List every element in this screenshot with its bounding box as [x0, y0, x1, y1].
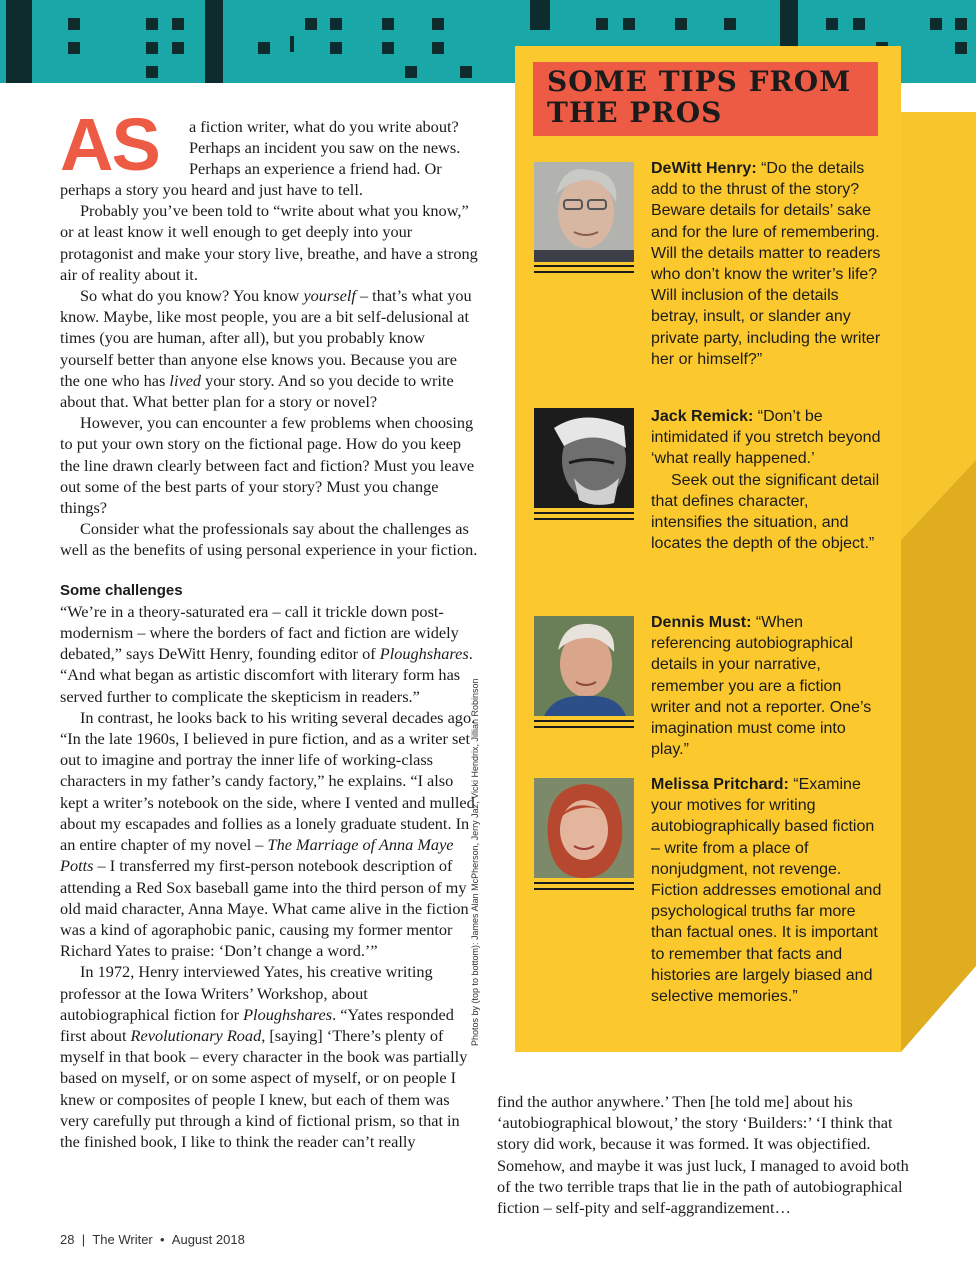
article-body: perhaps a story you heard and just have to tell. Probably you’ve been told to “write about what you know,” or at least know it well enough to get deeply into your protagonist and make your story live, breathe, and have a strong air of reality about it. So what do you know? You know yourself – that’s what you know. Maybe, like most people, you are a bit self-delusional at times (you are human, after all), but you probably know yourself better than anyone else knows you. Because you are the one who has lived your story. And so you decide to write about that. What better plan for a story or novel? However, you can encounter a few problems when choosing to put your own story on the fictional page. How do you keep the line drawn clearly between fact and fiction? Must you leave out some of the best parts of your story? Must you change things? Consider what the professionals say about the challenges as well as the benefits of using personal experience in your fiction. Some challenges “We’re in a theory-saturated era – call it trickle down post-modernism – where the borders of fact and fiction are widely debated,” says DeWitt Henry, founding editor of Ploughshares. “And what began as artistic discomfort with literary form has served further to complicate the skepticism in readers.” In contrast, he looks back to his writing several decades ago. “In the late 1960s, I believed in pure fiction, and as a writer set out to imagine and portray the inner life of working-class characters in my father’s candy factory,” he explains. “I also kept a writer’s notebook on the side, where I vented and mulled about my escapades and follies as a lonely graduate student. In an entire chapter of my novel – The Marriage of Anna Maye Potts – I transferred my first-person notebook description of attending a Red Sox baseball game into the third person of my old maid character, Anna Maye. What came alive in the fiction was a kind of agoraphobic panic, causing my former mentor Richard Yates to praise: ‘Don’t change a word.’” In 1972, Henry interviewed Yates, his creative writing professor at the Iowa Writers’ Workshop, about autobiographical fiction for Ploughshares. “Yates responded first about Revolutionary Road, [saying] ‘There’s plenty of myself in that book – every character in the book was partially based on myself, or on some aspect of myself, or on people I knew or composites of people I knew, but each of them was very carefully put through a kind of fictional prism, so that in the finished book, I like to think the reader can’t really	[60, 179, 480, 1152]
article-column-2: find the author anywhere.’ Then [he told me] about his ‘autobiographical blowout,’ the story ‘Builders:’ ‘I think that story did work, because it was formed. It was objectified. Somehow, and maybe it was just luck, I managed to avoid both of the two terrible traps that lie in the path of autobiographical fiction – self-pity and self-aggrandizement…	[497, 1092, 909, 1218]
tip-dewitt-henry: DeWitt Henry: “Do the details add to the thrust of the story? Beware details for details’ sake and for the lure of remembering. Will the details matter to readers who don’t know the writer’s life? Will inclusion of the details betray, insult, or slander any private party, including the writer her or himself?”	[651, 160, 881, 368]
tip-dennis-must: Dennis Must: “When referencing autobiographical details in your narrative, remember you are a fiction writer and not a reporter. One’s imagination must come into play.”	[651, 614, 872, 759]
tip-jack-remick: Jack Remick: “Don’t be intimidated if you stretch beyond ‘what really happened.’ Seek out the significant detail that defines character, intensifies the situation, and locates the depth of the object.”	[651, 408, 881, 553]
page-footer: 28 | The Writer • August 2018	[60, 1232, 245, 1247]
melissa-pritchard-photo	[534, 778, 634, 878]
dennis-must-photo	[534, 616, 634, 716]
photo-credit: Photos by (top to bottom): James Alan McPherson, Jerry Jaz, Vicki Hendrix, Jillian Robinson	[470, 678, 480, 1046]
magazine-name: The Writer	[92, 1232, 153, 1247]
dewitt-henry-photo	[534, 162, 634, 262]
drop-cap: AS	[60, 103, 159, 186]
page-number: 28	[60, 1232, 75, 1247]
tip-melissa-pritchard: Melissa Pritchard: “Examine your motives for writing autobiographically based fiction – write from a place of nonjudgment, not revenge. Fiction addresses emotional and psychological truths far more than factual ones. It is important to remember that facts and histories are largely biased and selective memories.”	[651, 776, 882, 1006]
subhead-some-challenges: Some challenges	[60, 581, 183, 599]
tips-title: SOME TIPS FROM THE PROS	[547, 65, 852, 129]
issue-date: August 2018	[171, 1232, 245, 1247]
jack-remick-photo	[534, 408, 634, 508]
article-intro-lines: a fiction writer, what do you write about? Perhaps an incident you saw on the news. Perhaps an experience a friend had. Or	[189, 117, 461, 179]
